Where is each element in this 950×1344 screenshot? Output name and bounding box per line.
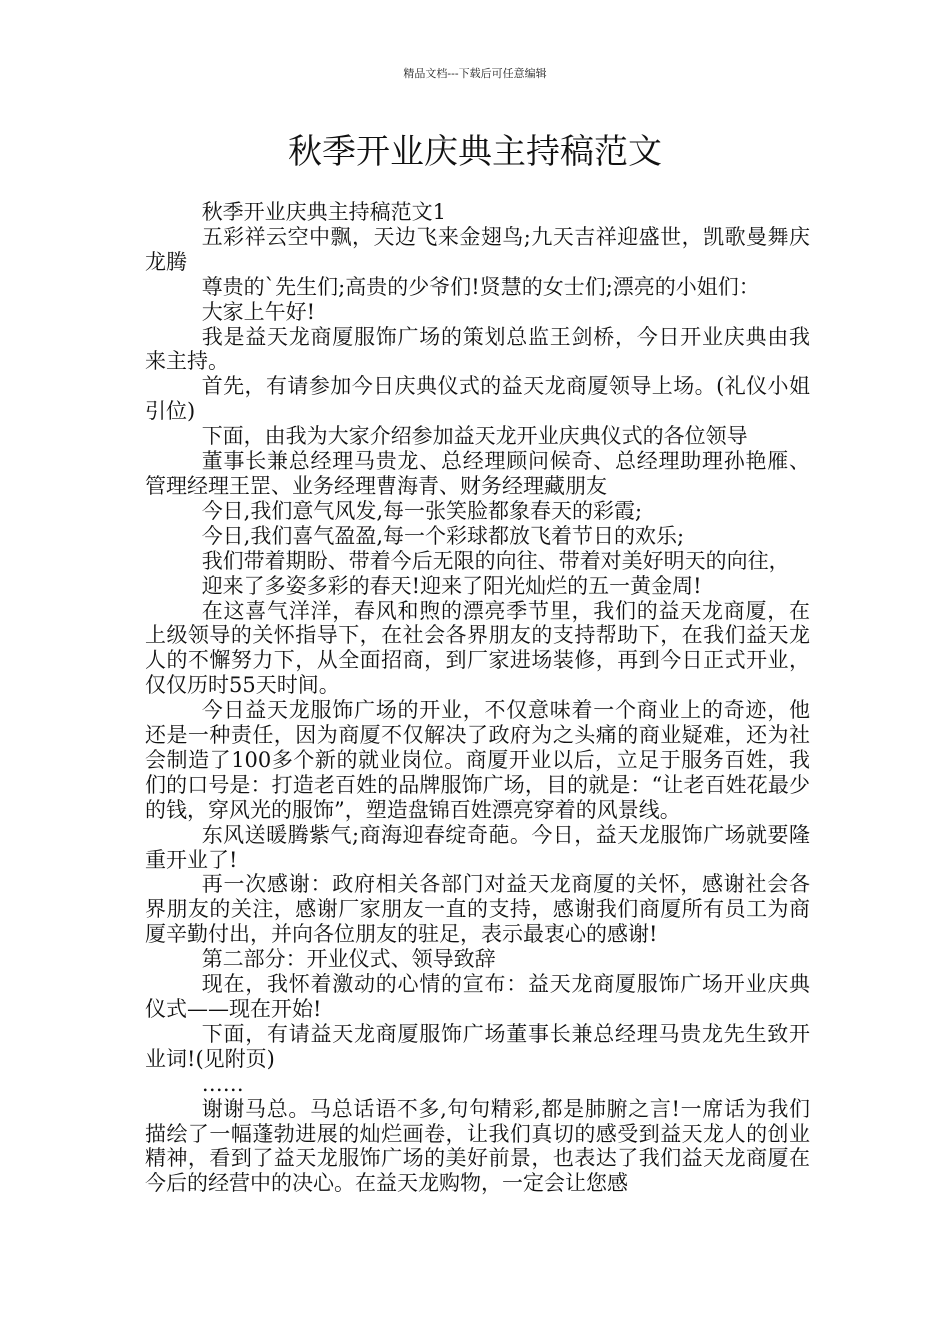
paragraph: 秋季开业庆典主持稿范文1 bbox=[201, 200, 447, 224]
paragraph: 谢谢马总。马总话语不多,句句精彩,都是肺腑之言!一席话为我们描绘了一幅蓬勃进展的灿烂画卷，让我们真切的感受到益天龙人的创业精神，看到了益天龙服饰广场的美好前景，也表达了我们益天龙商厦在今后的经营中的决心。在益天龙购物，一定会让您感 bbox=[145, 1096, 810, 1196]
document-body bbox=[145, 200, 810, 1196]
paragraph: 我是益天龙商厦服饰广场的策划总监王剑桥，今日开业庆典由我来主持。 bbox=[145, 324, 810, 374]
paragraph: 下面，由我为大家介绍参加益天龙开业庆典仪式的各位领导 bbox=[201, 424, 748, 449]
section-heading: 第二部分：开业仪式、领导致辞 bbox=[201, 947, 496, 972]
paragraph: 今日,我们意气风发,每一张笑脸都象春天的彩霞; bbox=[201, 498, 643, 523]
paragraph: 下面，有请益天龙商厦服饰广场董事长兼总经理马贵龙先生致开业词!(见附页) bbox=[145, 1021, 810, 1071]
paragraph: 今日益天龙服饰广场的开业，不仅意味着一个商业上的奇迹，他还是一种责任，因为商厦不仅解决了政府为之头痛的商业疑难，还为社会制造了100多个新的就业岗位。商厦开业以后，立足于服务百姓，我们的口号是：打造老百姓的品牌服饰广场，目的就是：“让老百姓花最少的钱，穿风光的服饰”，塑造盘锦百姓漂亮穿着的风景线。 bbox=[145, 698, 810, 822]
document-title: 秋季开业庆典主持稿范文 bbox=[288, 132, 662, 172]
paragraph: 迎来了多姿多彩的春天!迎来了阳光灿烂的五一黄金周! bbox=[201, 573, 702, 598]
paragraph: 董事长兼总经理马贵龙、总经理顾问候奇、总经理助理孙艳雁、管理经理王罡、业务经理曹海青、财务经理藏朋友 bbox=[145, 449, 810, 498]
page-header-watermark: 精品文档---下载后可任意编辑 bbox=[403, 67, 547, 80]
paragraph: 首先，有请参加今日庆典仪式的益天龙商厦领导上场。(礼仪小姐引位) bbox=[145, 374, 810, 424]
paragraph: 在这喜气洋洋，春风和煦的漂亮季节里，我们的益天龙商厦，在上级领导的关怀指导下，在社会各界朋友的支持帮助下，在我们益天龙人的不懈努力下，从全面招商，到厂家进场装修，再到今日正式开业，仅仅历时55天时间。 bbox=[145, 598, 810, 698]
paragraph: 现在，我怀着激动的心情的宣布：益天龙商厦服饰广场开业庆典仪式——现在开始! bbox=[145, 972, 810, 1021]
paragraph: 我们带着期盼、带着今后无限的向往、带着对美好明天的向往， bbox=[201, 548, 790, 573]
paragraph: 大家上午好! bbox=[201, 299, 316, 324]
paragraph: 尊贵的`先生们;高贵的少爷们!贤慧的女士们;漂亮的小姐们： bbox=[201, 274, 760, 299]
paragraph: 再一次感谢：政府相关各部门对益天龙商厦的关怀，感谢社会各界朋友的关注，感谢厂家朋友一直的支持，感谢我们商厦所有员工为商厦辛勤付出，并向各位朋友的驻足，表示最衷心的感谢! bbox=[145, 872, 810, 947]
paragraph: 今日,我们喜气盈盈,每一个彩球都放飞着节日的欢乐; bbox=[201, 523, 685, 548]
paragraph: 东风送暖腾紫气;商海迎春绽奇葩。今日，益天龙服饰广场就要隆重开业了! bbox=[145, 822, 810, 872]
ellipsis: …… bbox=[201, 1071, 244, 1096]
paragraph: 五彩祥云空中飘，天边飞来金翅鸟;九天吉祥迎盛世，凯歌曼舞庆龙腾 bbox=[145, 224, 810, 274]
